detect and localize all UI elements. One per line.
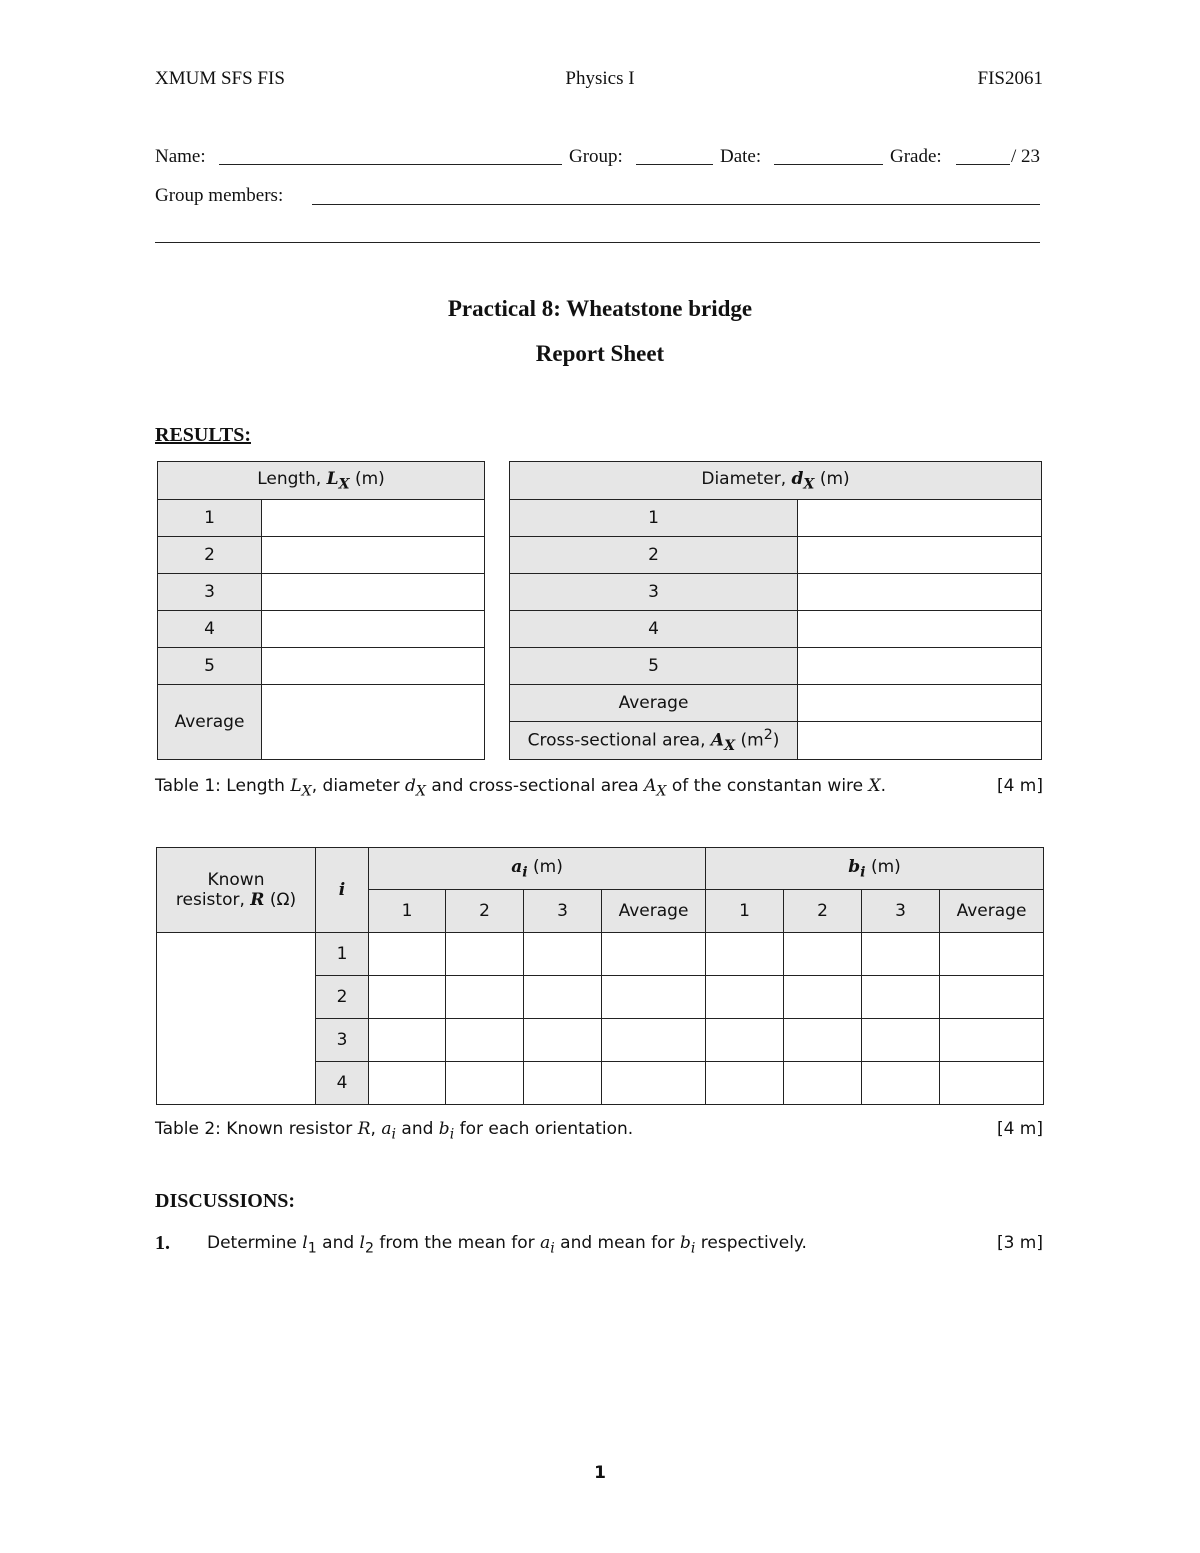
a-subcol: 2 <box>446 890 524 933</box>
table-cell[interactable] <box>369 1019 446 1062</box>
diameter-cell-4[interactable] <box>798 611 1042 648</box>
length-cell-1[interactable] <box>262 500 485 537</box>
length-table <box>157 461 485 760</box>
area-label: Cross-sectional area, $A_X$ $(m^2)$ <box>510 722 798 760</box>
length-cell-2[interactable] <box>262 537 485 574</box>
group-members-label: Group members: <box>155 185 284 206</box>
header-right: FIS2061 <box>977 68 1043 89</box>
row-index: 2 <box>316 976 369 1019</box>
page-title: Practical 8: Wheatstone bridge <box>447 296 753 321</box>
date-label: Date: <box>720 146 762 167</box>
table-cell[interactable] <box>862 976 940 1019</box>
table-cell[interactable] <box>784 1019 862 1062</box>
row-index: 4 <box>316 1062 369 1105</box>
diameter-header: Diameter, $d_X$ (m) <box>510 462 1042 500</box>
row-index: 5 <box>510 648 798 685</box>
table-cell[interactable] <box>706 933 784 976</box>
length-cell-4[interactable] <box>262 611 485 648</box>
table-cell[interactable] <box>524 1019 602 1062</box>
i-header: i <box>316 848 369 933</box>
table-cell[interactable] <box>706 976 784 1019</box>
known-resistor-header: Known resistor, R (Ω) <box>157 848 316 933</box>
table-cell[interactable] <box>940 933 1044 976</box>
table-cell[interactable] <box>862 1019 940 1062</box>
grade-field[interactable] <box>956 164 1010 165</box>
group-members-field[interactable] <box>312 204 1040 205</box>
group-label: Group: <box>569 146 623 167</box>
table-cell[interactable] <box>446 976 524 1019</box>
table-cell[interactable] <box>940 976 1044 1019</box>
b-subcol: 2 <box>784 890 862 933</box>
b-subcol: Average <box>940 890 1044 933</box>
row-index: 2 <box>510 537 798 574</box>
table-cell[interactable] <box>602 1062 706 1105</box>
discussions-heading: DISCUSSIONS: <box>155 1190 296 1212</box>
table-cell[interactable] <box>706 1062 784 1105</box>
a-subcol: 1 <box>369 890 446 933</box>
table1-marks: [4 m] <box>996 776 1043 796</box>
page-number: 1 <box>594 1463 606 1483</box>
b-header: $b_i$ (m) <box>706 848 1044 890</box>
question-1-marks: [3 m] <box>996 1233 1043 1253</box>
table-cell[interactable] <box>369 976 446 1019</box>
question-1-number: 1. <box>155 1232 170 1254</box>
length-cell-5[interactable] <box>262 648 485 685</box>
question-1-text: Determine $l_1$ and $l_2$ from the mean for $a_i$ and mean for $b_i$ respectively. <box>207 1233 807 1257</box>
group-field[interactable] <box>636 164 713 165</box>
row-index: 1 <box>316 933 369 976</box>
table-cell[interactable] <box>784 976 862 1019</box>
name-field[interactable] <box>219 164 562 165</box>
average-label: Average <box>158 685 262 760</box>
grade-total: / 23 <box>1011 146 1041 167</box>
a-subcol: Average <box>602 890 706 933</box>
table-cell[interactable] <box>446 1062 524 1105</box>
table-cell[interactable] <box>784 1062 862 1105</box>
table-cell[interactable] <box>524 976 602 1019</box>
row-index: 4 <box>510 611 798 648</box>
table-cell[interactable] <box>369 933 446 976</box>
table-cell[interactable] <box>524 1062 602 1105</box>
table-cell[interactable] <box>706 1019 784 1062</box>
table-cell[interactable] <box>602 976 706 1019</box>
row-index: 3 <box>510 574 798 611</box>
length-cell-3[interactable] <box>262 574 485 611</box>
table-cell[interactable] <box>862 1062 940 1105</box>
table-cell[interactable] <box>862 933 940 976</box>
table2-marks: [4 m] <box>996 1119 1043 1139</box>
b-subcol: 3 <box>862 890 940 933</box>
length-average-cell[interactable] <box>262 685 485 760</box>
diameter-cell-3[interactable] <box>798 574 1042 611</box>
table-cell[interactable] <box>446 933 524 976</box>
table-cell[interactable] <box>940 1062 1044 1105</box>
page-subtitle: Report Sheet <box>535 341 665 366</box>
table-cell[interactable] <box>369 1062 446 1105</box>
b-subcol: 1 <box>706 890 784 933</box>
table1-caption: Table 1: Length $L_X$, diameter $d_X$ and cross-sectional area $A_X$ of the constantan wire X. <box>155 776 887 800</box>
row-index: 4 <box>158 611 262 648</box>
diameter-cell-5[interactable] <box>798 648 1042 685</box>
average-label: Average <box>510 685 798 722</box>
group-members-field-line2[interactable] <box>155 242 1040 243</box>
length-header: Length, $L_X$ (m) <box>158 462 485 500</box>
table2-caption: Table 2: Known resistor R, $a_i$ and $b_i$ for each orientation. <box>155 1119 634 1143</box>
diameter-cell-1[interactable] <box>798 500 1042 537</box>
name-label: Name: <box>155 146 206 167</box>
known-resistor-cell[interactable] <box>157 933 316 1105</box>
grade-label: Grade: <box>890 146 942 167</box>
diameter-average-cell[interactable] <box>798 685 1042 722</box>
header-left: XMUM SFS FIS <box>155 68 285 89</box>
results-heading: RESULTS: <box>155 424 251 446</box>
a-header: $a_i$ (m) <box>369 848 706 890</box>
table-cell[interactable] <box>784 933 862 976</box>
table-cell[interactable] <box>940 1019 1044 1062</box>
date-field[interactable] <box>774 164 883 165</box>
table-cell[interactable] <box>524 933 602 976</box>
row-index: 1 <box>158 500 262 537</box>
area-cell[interactable] <box>798 722 1042 760</box>
header-center: Physics I <box>565 68 635 89</box>
table-cell[interactable] <box>602 933 706 976</box>
a-subcol: 3 <box>524 890 602 933</box>
row-index: 3 <box>316 1019 369 1062</box>
diameter-table <box>509 461 1042 760</box>
row-index: 2 <box>158 537 262 574</box>
row-index: 1 <box>510 500 798 537</box>
table-cell[interactable] <box>446 1019 524 1062</box>
table-cell[interactable] <box>602 1019 706 1062</box>
diameter-cell-2[interactable] <box>798 537 1042 574</box>
row-index: 5 <box>158 648 262 685</box>
row-index: 3 <box>158 574 262 611</box>
resistor-table <box>156 847 1044 1105</box>
